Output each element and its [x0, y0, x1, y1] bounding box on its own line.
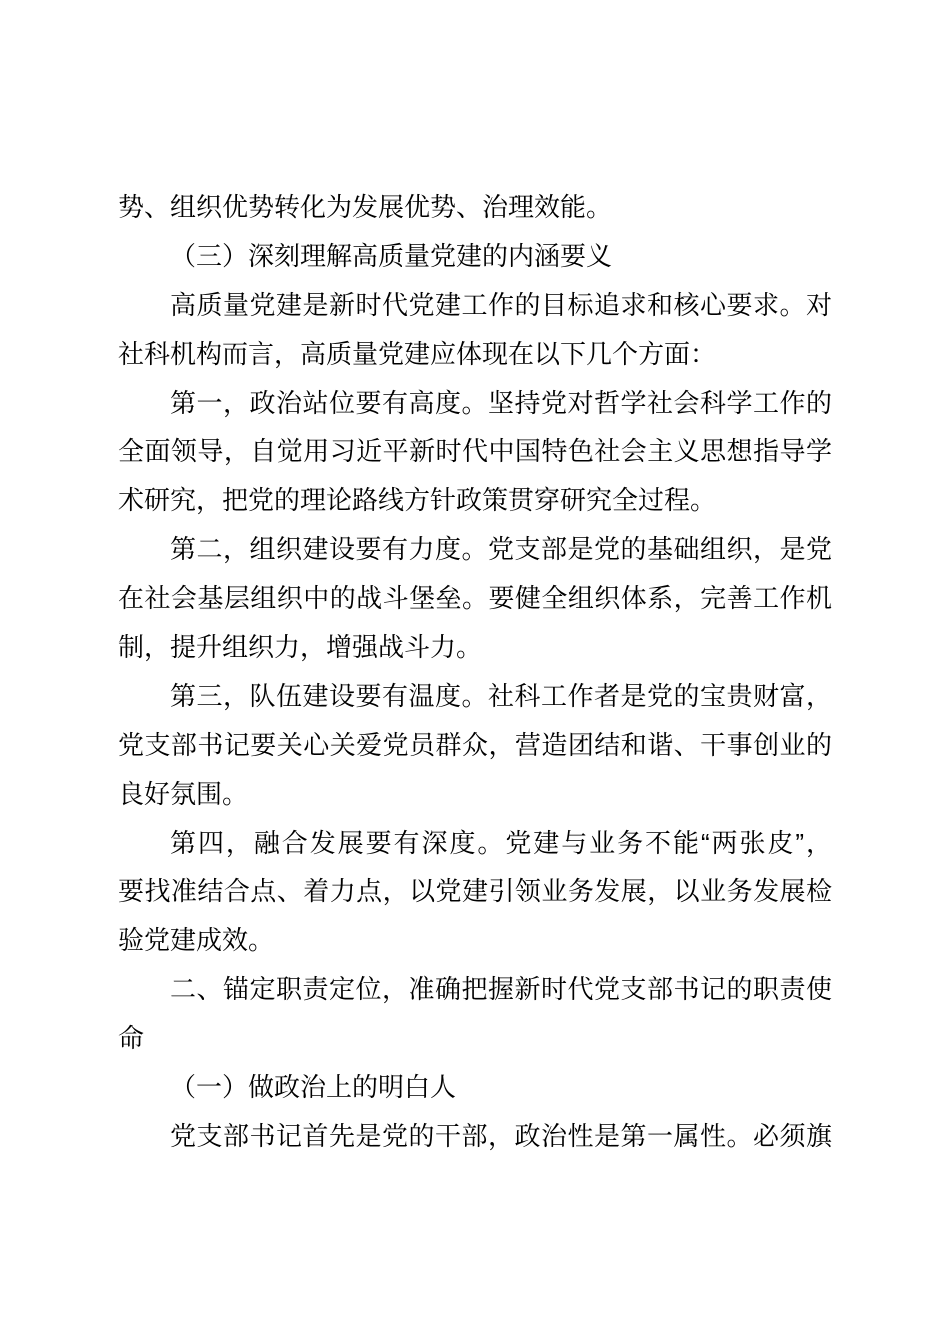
paragraph — [118, 183, 832, 232]
text-line: 党支部书记首先是党的干部，政治性是第一属性。必须旗 — [170, 1120, 832, 1151]
heading-line: （一）做政治上的明白人 — [170, 1072, 457, 1103]
paragraph — [118, 525, 832, 672]
paragraph — [118, 819, 832, 966]
text-line: 第二，组织建设要有力度。党支部是党的基础组织，是党 — [170, 534, 832, 565]
text-line: 在社会基层组织中的战斗堡垒。要健全组织体系，完善工作机 — [118, 583, 832, 614]
text-line: 验党建成效。 — [118, 925, 275, 956]
section-heading — [118, 1063, 832, 1112]
heading-line: 命 — [118, 1023, 145, 1054]
text-line: 第一，政治站位要有高度。坚持党对哲学社会科学工作的 — [170, 387, 832, 418]
heading-line: 二、锚定职责定位，准确把握新时代党支部书记的职责使 — [170, 974, 832, 1005]
section-heading — [118, 965, 832, 1063]
text-line: 高质量党建是新时代党建工作的目标追求和核心要求。对 — [170, 289, 832, 320]
text-line: 第三，队伍建设要有温度。社科工作者是党的宝贵财富， — [170, 680, 832, 711]
text-line: 术研究，把党的理论路线方针政策贯穿研究全过程。 — [118, 485, 717, 516]
heading-line: （三）深刻理解高质量党建的内涵要义 — [170, 240, 613, 271]
paragraph — [118, 1112, 832, 1161]
paragraph — [118, 379, 832, 526]
text-line: 全面领导，自觉用习近平新时代中国特色社会主义思想指导学 — [118, 436, 832, 467]
text-line: 党支部书记要关心关爱党员群众，营造团结和谐、干事创业的 — [118, 729, 832, 760]
text-line: 制，提升组织力，增强战斗力。 — [118, 632, 483, 663]
text-line: 要找准结合点、着力点，以党建引领业务发展，以业务发展检 — [118, 876, 832, 907]
text-line: 势、组织优势转化为发展优势、治理效能。 — [118, 192, 613, 222]
section-heading — [118, 232, 832, 281]
text-line: 良好氛围。 — [118, 778, 249, 809]
paragraph — [118, 281, 832, 379]
paragraph — [118, 672, 832, 819]
text-line: 社科机构而言，高质量党建应体现在以下几个方面： — [118, 338, 717, 369]
text-line: 第四，融合发展要有深度。党建与业务不能“两张皮”， — [170, 827, 832, 858]
